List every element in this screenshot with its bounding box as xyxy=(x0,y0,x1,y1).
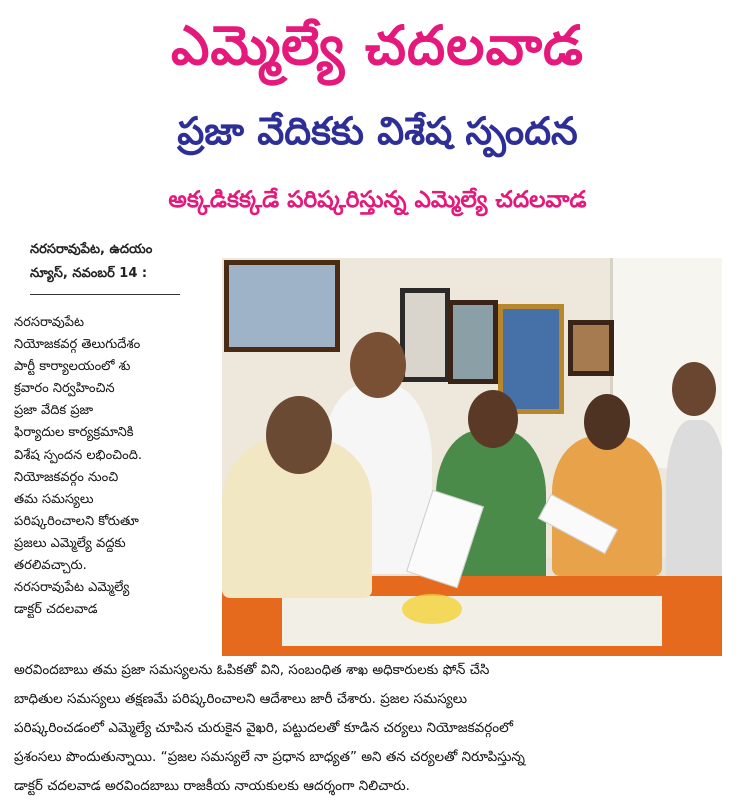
dateline-line-2: న్యూస్, నవంబర్ 14 : xyxy=(30,266,148,281)
column-line: పరిష్కరించాలని కోరుతూ xyxy=(14,513,139,529)
photo-frame xyxy=(568,320,614,376)
column-line: ప్రజా వేదిక ప్రజా xyxy=(14,403,94,419)
column-line: నియోజకవర్గం నుంచి xyxy=(14,469,119,485)
column-line: నరసరావుపేట ఎమ్మెల్యే xyxy=(14,580,130,596)
article-body xyxy=(14,656,742,801)
person-head xyxy=(672,362,716,416)
column-line: డాక్టర్ చదలవాడ xyxy=(14,602,98,618)
dateline xyxy=(30,238,190,286)
body-line: ప్రశంసలు పొందుతున్నాయి. “ప్రజల సమస్యలే నా ప్రధాన బాధ్యత” అని తన చర్యలతో నిరూపిస్తున్న xyxy=(14,749,525,765)
dateline-divider xyxy=(30,294,180,295)
column-line: క్రవారం నిర్వహించిన xyxy=(14,381,115,397)
photo-frame xyxy=(448,300,498,384)
headline: ఎమ్మెల్యే చదలవాడ xyxy=(170,14,585,77)
person-figure xyxy=(666,420,722,590)
column-line: ఫిర్యాదుల కార్యక్రమానికి xyxy=(14,425,134,441)
photo-frame xyxy=(224,260,340,352)
person-head xyxy=(266,396,332,474)
news-photo xyxy=(222,258,722,656)
column-line: ప్రజలు ఎమ్మెల్యే వద్దకు xyxy=(14,535,126,551)
body-line: అరవిందబాబు తమ ప్రజా సమస్యలను ఓపికతో విని, సంబంధిత శాఖ అధికారులకు ఫోన్ చేసి xyxy=(14,662,490,678)
subheadline: ప్రజా వేదికకు విశేష స్పందన xyxy=(177,109,578,153)
kicker: అక్కడికక్కడే పరిష్కరిస్తున్న ఎమ్మెల్యే చదలవాడ xyxy=(168,187,587,213)
desk-top xyxy=(282,596,662,646)
person-head xyxy=(350,332,406,398)
column-line: పార్టీ కార్యాలయంలో శు xyxy=(14,359,131,375)
body-line: పరిష్కరించడంలో ఎమ్మెల్యే చూపిన చురుకైన వైఖరి, పట్టుదలతో కూడిన చర్యలు నియోజకవర్గంలో xyxy=(14,720,513,736)
column-line: విశేష స్పందన లభించింది. xyxy=(14,447,143,463)
desk-emblem xyxy=(402,594,462,624)
dateline-line-1: నరసరావుపేట, ఉదయం xyxy=(30,242,153,257)
person-head xyxy=(468,390,518,448)
body-line: డాక్టర్ చదలవాడ అరవిందబాబు రాజకీయ నాయకులకు ఆదర్శంగా నిలిచారు. xyxy=(14,778,410,794)
person-head xyxy=(584,394,630,450)
article-column xyxy=(14,312,214,621)
column-line: తరలివచ్చారు. xyxy=(14,558,87,574)
body-line: బాధితుల సమస్యలు తక్షణమే పరిష్కరించాలని ఆదేశాలు జారీ చేశారు. ప్రజల సమస్యలు xyxy=(14,691,468,707)
column-line: నియోజకవర్గ తెలుగుదేశం xyxy=(14,337,141,353)
column-line: తమ సమస్యలు xyxy=(14,491,94,507)
column-line: నరసరావుపేట xyxy=(14,315,84,330)
photo-frame xyxy=(400,288,450,382)
